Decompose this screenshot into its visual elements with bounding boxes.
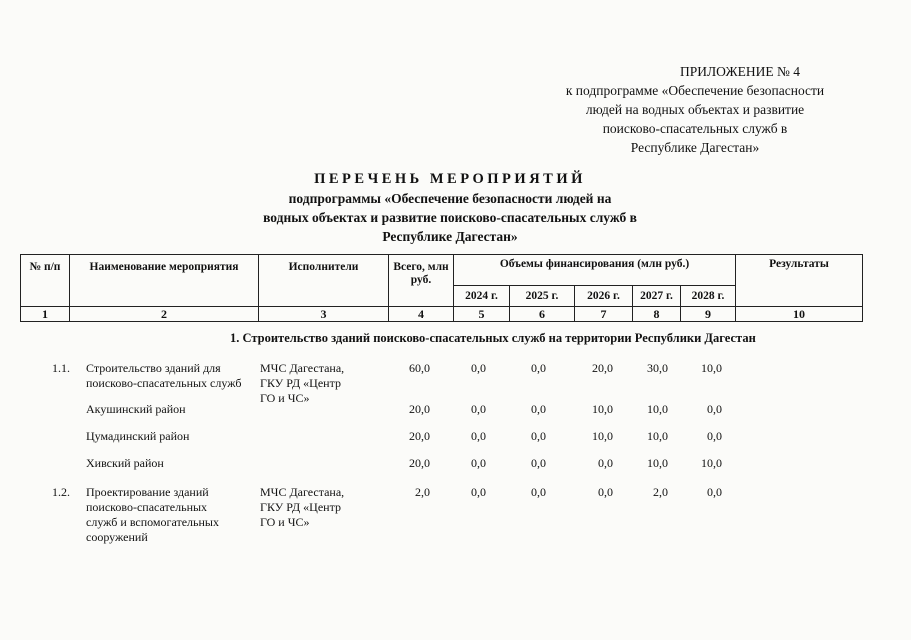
row-executor-line: МЧС Дагестана, bbox=[260, 361, 345, 375]
column-number: 8 bbox=[633, 307, 681, 322]
cell-total: 20,0 bbox=[409, 456, 430, 470]
row-name bbox=[86, 485, 219, 545]
cell-2024: 0,0 bbox=[471, 456, 486, 470]
row-name-line: Проектирование зданий bbox=[86, 485, 209, 499]
column-number: 7 bbox=[575, 307, 633, 322]
cell-2025: 0,0 bbox=[531, 429, 546, 443]
document-title bbox=[200, 170, 700, 246]
row-executor-line: ГКУ РД «Центр bbox=[260, 500, 341, 514]
row-executor-line: ГО и ЧС» bbox=[260, 515, 310, 529]
cell-2028: 0,0 bbox=[707, 429, 722, 443]
cell-total: 60,0 bbox=[409, 361, 430, 375]
cell-2026: 10,0 bbox=[592, 429, 613, 443]
header-results: Результаты bbox=[736, 255, 863, 307]
header-year-2028: 2028 г. bbox=[681, 286, 736, 307]
cell-2027: 10,0 bbox=[647, 429, 668, 443]
appendix-line-1: ПРИЛОЖЕНИЕ № 4 bbox=[679, 64, 801, 79]
header-year-2027: 2027 г. bbox=[633, 286, 681, 307]
title-sub-2: водных объектах и развитие поисково-спасательных служб в bbox=[263, 210, 637, 225]
row-executor-line: ГКУ РД «Центр bbox=[260, 376, 341, 390]
column-number: 1 bbox=[21, 307, 70, 322]
row-name bbox=[86, 361, 241, 391]
cell-total: 2,0 bbox=[415, 485, 430, 499]
cell-2028: 0,0 bbox=[707, 402, 722, 416]
column-number: 9 bbox=[681, 307, 736, 322]
appendix-line-5: Республике Дагестан» bbox=[630, 140, 760, 155]
header-financing: Объемы финансирования (млн руб.) bbox=[454, 255, 736, 286]
appendix-line-3: людей на водных объектах и развитие bbox=[585, 102, 805, 117]
title-main: ПЕРЕЧЕНЬ МЕРОПРИЯТИЙ bbox=[314, 171, 586, 187]
cell-2027: 10,0 bbox=[647, 402, 668, 416]
column-number: 5 bbox=[454, 307, 510, 322]
column-number: 6 bbox=[510, 307, 575, 322]
row-name-line: поисково-спасательных bbox=[86, 500, 208, 514]
row-name-line: Строительство зданий для bbox=[86, 361, 221, 375]
column-number: 10 bbox=[736, 307, 863, 322]
cell-2026: 20,0 bbox=[592, 361, 613, 375]
appendix-line-2: к подпрограмме «Обеспечение безопасности bbox=[565, 83, 825, 98]
row-executors bbox=[260, 485, 344, 530]
header-year-2026: 2026 г. bbox=[575, 286, 633, 307]
row-executors bbox=[260, 361, 344, 406]
column-number: 2 bbox=[70, 307, 259, 322]
cell-2028: 0,0 bbox=[707, 485, 722, 499]
header-name: Наименование мероприятия bbox=[70, 255, 259, 307]
cell-2027: 2,0 bbox=[653, 485, 668, 499]
header-year-2025: 2025 г. bbox=[510, 286, 575, 307]
row-name-line: поисково-спасательных служб bbox=[86, 376, 242, 390]
column-number: 4 bbox=[389, 307, 454, 322]
row-name: Цумадинский район bbox=[86, 429, 190, 443]
row-name: Акушинский район bbox=[86, 402, 186, 416]
title-sub-3: Республике Дагестан» bbox=[382, 229, 518, 244]
row-number: 1.2. bbox=[52, 485, 70, 499]
row-executor-line: МЧС Дагестана, bbox=[260, 485, 345, 499]
column-number: 3 bbox=[259, 307, 389, 322]
row-name-line: сооружений bbox=[86, 530, 148, 544]
cell-2027: 10,0 bbox=[647, 456, 668, 470]
cell-2025: 0,0 bbox=[531, 361, 546, 375]
header-executors: Исполнители bbox=[259, 255, 389, 307]
cell-2024: 0,0 bbox=[471, 402, 486, 416]
header-year-2024: 2024 г. bbox=[454, 286, 510, 307]
cell-2026: 0,0 bbox=[598, 485, 613, 499]
cell-2026: 0,0 bbox=[598, 456, 613, 470]
cell-2024: 0,0 bbox=[471, 361, 486, 375]
header-num: № п/п bbox=[21, 255, 70, 307]
header-table bbox=[20, 254, 863, 322]
row-number: 1.1. bbox=[52, 361, 70, 375]
cell-2024: 0,0 bbox=[471, 429, 486, 443]
appendix-block bbox=[540, 62, 850, 157]
cell-2025: 0,0 bbox=[531, 485, 546, 499]
cell-2024: 0,0 bbox=[471, 485, 486, 499]
cell-total: 20,0 bbox=[409, 429, 430, 443]
cell-2028: 10,0 bbox=[701, 456, 722, 470]
title-sub-1: подпрограммы «Обеспечение безопасности людей на bbox=[288, 191, 612, 206]
cell-2028: 10,0 bbox=[701, 361, 722, 375]
row-name-line: служб и вспомогательных bbox=[86, 515, 219, 529]
cell-2025: 0,0 bbox=[531, 456, 546, 470]
row-name: Хивский район bbox=[86, 456, 164, 470]
cell-2027: 30,0 bbox=[647, 361, 668, 375]
cell-2025: 0,0 bbox=[531, 402, 546, 416]
cell-total: 20,0 bbox=[409, 402, 430, 416]
header-total: Всего, млн руб. bbox=[389, 255, 454, 307]
section-title: 1. Строительство зданий поисково-спасательных служб на территории Республики Дагестан bbox=[230, 331, 756, 345]
row-executor-line: ГО и ЧС» bbox=[260, 391, 310, 405]
cell-2026: 10,0 bbox=[592, 402, 613, 416]
appendix-line-4: поисково-спасательных служб в bbox=[602, 121, 788, 136]
